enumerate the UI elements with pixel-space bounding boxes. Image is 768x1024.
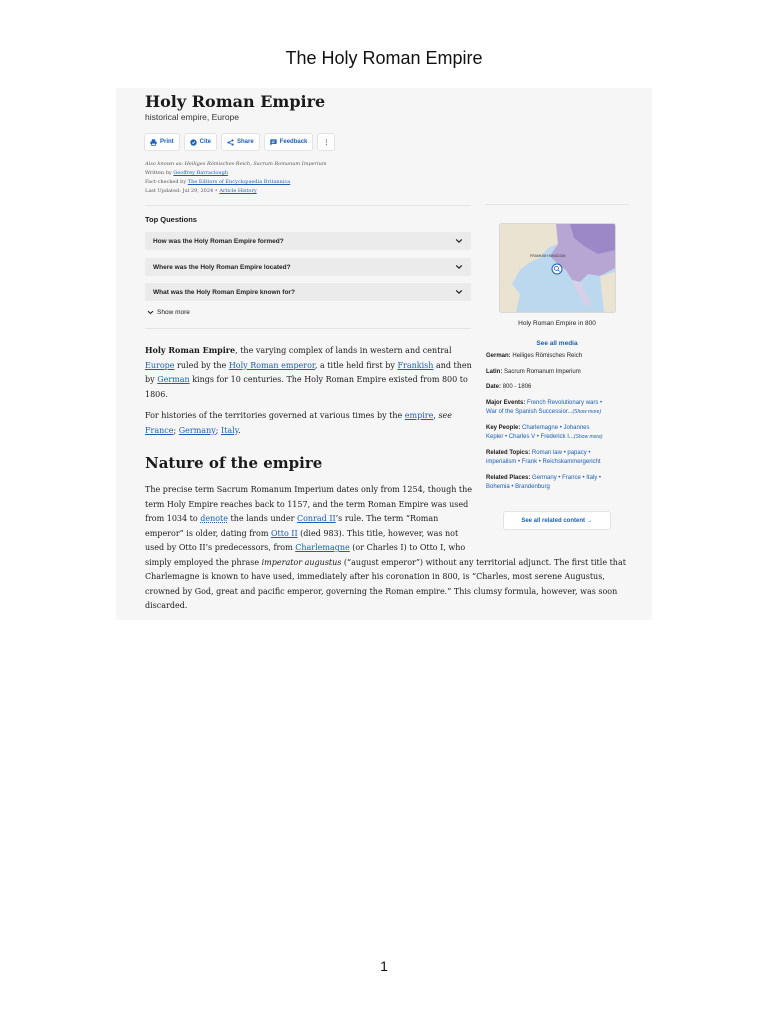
fact-checker-link[interactable]: The Editors of Encyclopaedia Britannica bbox=[187, 179, 291, 185]
share-button[interactable] bbox=[221, 133, 260, 151]
meta-separator: • bbox=[214, 188, 218, 194]
last-updated-label: Last Updated: bbox=[145, 188, 181, 194]
fact-key-people bbox=[486, 424, 632, 443]
show-more-label: Show more bbox=[157, 309, 190, 316]
divider bbox=[145, 205, 471, 206]
page-number: 1 bbox=[380, 958, 388, 974]
more-vertical-icon: ⋮ bbox=[323, 139, 330, 146]
author-link[interactable]: Geoffrey Barraclough bbox=[173, 170, 229, 176]
fact-label: Related Topics: bbox=[486, 449, 531, 456]
intro-text: , the varying complex of lands in western and central bbox=[235, 346, 452, 355]
fact-link[interactable]: Kepler • Charles V • Frederick I... bbox=[486, 434, 574, 440]
map-caption: Holy Roman Empire in 800 bbox=[518, 320, 596, 327]
italy-link[interactable]: Italy bbox=[221, 425, 239, 435]
fact-link[interactable]: Roman law • papacy • bbox=[531, 449, 591, 456]
fact-link[interactable]: Germany • France • Italy • bbox=[532, 474, 602, 481]
fact-link[interactable]: Charlemagne • Johannes bbox=[522, 424, 590, 431]
nature-text: simply employed the phrase bbox=[145, 557, 262, 567]
print-button[interactable] bbox=[144, 133, 180, 151]
fact-label: Major Events: bbox=[486, 399, 526, 406]
fact-label: German: bbox=[486, 353, 511, 359]
nature-line: The precise term Sacrum Romanum Imperium dates only from 1254, though the bbox=[145, 485, 473, 494]
nature-text: ’s rule. The term “Roman bbox=[335, 514, 439, 523]
separator: ; bbox=[173, 425, 179, 435]
fact-checked-label: Fact-checked by bbox=[145, 179, 187, 185]
germany-link[interactable]: Germany bbox=[178, 425, 216, 435]
see-text: see bbox=[438, 411, 453, 420]
intro-text: 1806. bbox=[145, 389, 168, 399]
intro-text: kings for 10 centuries. The Holy Roman Empire existed from 800 to bbox=[189, 375, 468, 384]
separator: ; bbox=[215, 425, 221, 435]
histories-text: , bbox=[433, 411, 439, 420]
empire-map-image bbox=[500, 224, 615, 312]
nature-text: used by Otto II’s predecessors, from bbox=[145, 543, 296, 552]
fact-link[interactable]: Bohemia • Brandenburg bbox=[486, 484, 550, 490]
quick-facts bbox=[486, 352, 632, 499]
fact-label: Latin: bbox=[486, 368, 503, 375]
question-text: What was the Holy Roman Empire known for? bbox=[153, 288, 295, 296]
share-icon bbox=[227, 139, 234, 146]
fact-german bbox=[486, 352, 632, 362]
cite-label: Cite bbox=[199, 139, 212, 145]
fact-date bbox=[486, 383, 632, 393]
intro-text: and then bbox=[433, 360, 472, 370]
fact-label: Key People: bbox=[486, 424, 521, 431]
fact-related-topics bbox=[486, 449, 632, 468]
nature-line: term Holy Empire reaches back to 1157, and the term Roman Empire was used bbox=[145, 499, 469, 509]
chevron-down-icon bbox=[147, 309, 154, 316]
document-title: The Holy Roman Empire bbox=[285, 48, 483, 68]
nature-line: crowned by God, great and pacific emperor, governing the Roman empire.” This clumsy formula, however, was soon bbox=[145, 586, 618, 596]
article-history-link[interactable]: Article History bbox=[219, 188, 257, 194]
fact-value: Heiliges Römisches Reich bbox=[512, 353, 583, 359]
nature-paragraph bbox=[145, 483, 652, 614]
print-label: Print bbox=[160, 139, 174, 145]
share-label: Share bbox=[237, 139, 254, 145]
intro-bold-term: Holy Roman Empire bbox=[145, 345, 236, 355]
question-item[interactable] bbox=[145, 258, 471, 276]
france-link[interactable]: France bbox=[145, 425, 174, 435]
nature-text: from 1034 to bbox=[145, 514, 201, 523]
nature-text: the lands under bbox=[228, 514, 297, 523]
otto-ii-link[interactable]: Otto II bbox=[270, 528, 298, 538]
fact-related-places bbox=[486, 474, 632, 493]
more-options-button[interactable] bbox=[317, 133, 335, 151]
question-item[interactable] bbox=[145, 283, 471, 301]
svg-text:FRANKISH KINGDOM: FRANKISH KINGDOM bbox=[530, 254, 566, 258]
chevron-down-icon bbox=[455, 288, 463, 296]
chevron-down-icon bbox=[455, 263, 463, 271]
histories-text: . bbox=[238, 425, 241, 435]
fact-link[interactable]: French Revolutionary wars • bbox=[527, 399, 603, 406]
nature-text: (died 983). This title, however, was not bbox=[297, 528, 459, 538]
fact-label: Related Places: bbox=[486, 474, 531, 481]
german-link[interactable]: German bbox=[157, 375, 190, 384]
cite-icon bbox=[190, 139, 197, 146]
fact-link[interactable]: War of the Spanish Successior... bbox=[486, 409, 573, 415]
nature-line: Charlemagne is known to have used, immediately after his coronation in 800, is “Charles, most serene Augustus, bbox=[145, 572, 605, 581]
fact-label: Date: bbox=[486, 384, 502, 390]
article-title: Holy Roman Empire bbox=[145, 92, 326, 111]
nature-text: (or Charles I) to Otto I, who bbox=[349, 543, 466, 552]
fact-value: 800 - 1806 bbox=[502, 384, 532, 390]
section-heading: Nature of the empire bbox=[145, 454, 323, 472]
fact-link[interactable]: imperialism • Frank • Reichskammergericht bbox=[486, 459, 601, 465]
see-all-media-link[interactable]: See all media bbox=[536, 340, 578, 347]
print-icon bbox=[150, 139, 157, 146]
intro-paragraph bbox=[145, 343, 475, 402]
histories-paragraph bbox=[145, 409, 475, 438]
show-more-link[interactable]: (Show more) bbox=[572, 409, 602, 415]
holy-roman-emperor-link[interactable]: Holy Roman emperor bbox=[228, 360, 315, 370]
cite-button[interactable] bbox=[184, 133, 217, 151]
empire-link[interactable]: empire bbox=[404, 411, 434, 420]
show-more-link[interactable]: (Show more) bbox=[573, 434, 603, 440]
charlemagne-link[interactable]: Charlemagne bbox=[295, 543, 350, 552]
question-item[interactable] bbox=[145, 232, 471, 250]
conrad-ii-link[interactable]: Conrad II bbox=[296, 514, 336, 523]
article-metadata bbox=[145, 160, 327, 196]
show-more-button[interactable] bbox=[147, 309, 190, 316]
divider bbox=[485, 204, 629, 205]
question-text: Where was the Holy Roman Empire located? bbox=[153, 263, 291, 271]
written-by-label: Written by bbox=[145, 170, 172, 176]
feedback-label: Feedback bbox=[279, 139, 308, 145]
nature-text: emperor” is older, dating from bbox=[145, 528, 271, 538]
also-known-as-value: Heiliges Römisches Reich, Sacrum Romanum Imperium bbox=[184, 161, 327, 167]
last-updated-value: Jul 29, 2024 bbox=[182, 188, 214, 194]
intro-text: by bbox=[145, 375, 158, 384]
europe-link[interactable]: Europe bbox=[145, 360, 175, 370]
article-screenshot bbox=[116, 88, 652, 620]
question-text: How was the Holy Roman Empire formed? bbox=[153, 237, 284, 245]
frankish-link[interactable]: Frankish bbox=[397, 360, 434, 370]
fact-latin bbox=[486, 368, 632, 378]
fact-value: Sacrum Romanum Imperium bbox=[504, 368, 581, 375]
intro-text: , a title held first by bbox=[314, 360, 398, 370]
see-all-related-content-button[interactable]: See all related content → bbox=[503, 511, 611, 530]
chevron-down-icon bbox=[455, 237, 463, 245]
italic-phrase: imperator augustus bbox=[261, 557, 342, 567]
intro-text: ruled by the bbox=[174, 360, 229, 370]
feedback-button[interactable] bbox=[264, 133, 314, 151]
fact-major-events bbox=[486, 399, 632, 418]
article-toolbar bbox=[144, 133, 335, 151]
nature-line: discarded. bbox=[145, 601, 188, 610]
article-subtitle: historical empire, Europe bbox=[145, 112, 240, 122]
map-thumbnail[interactable] bbox=[499, 223, 616, 313]
nature-text: (“august emperor”) without any territorial adjunct. The first title that bbox=[341, 557, 626, 567]
also-known-as-label: Also known as: bbox=[145, 161, 183, 167]
divider bbox=[145, 328, 471, 329]
denote-link[interactable]: denote bbox=[200, 514, 228, 523]
feedback-icon bbox=[270, 139, 277, 146]
top-questions-heading: Top Questions bbox=[145, 215, 197, 224]
histories-text: For histories of the territories governed at various times by the bbox=[145, 411, 405, 420]
